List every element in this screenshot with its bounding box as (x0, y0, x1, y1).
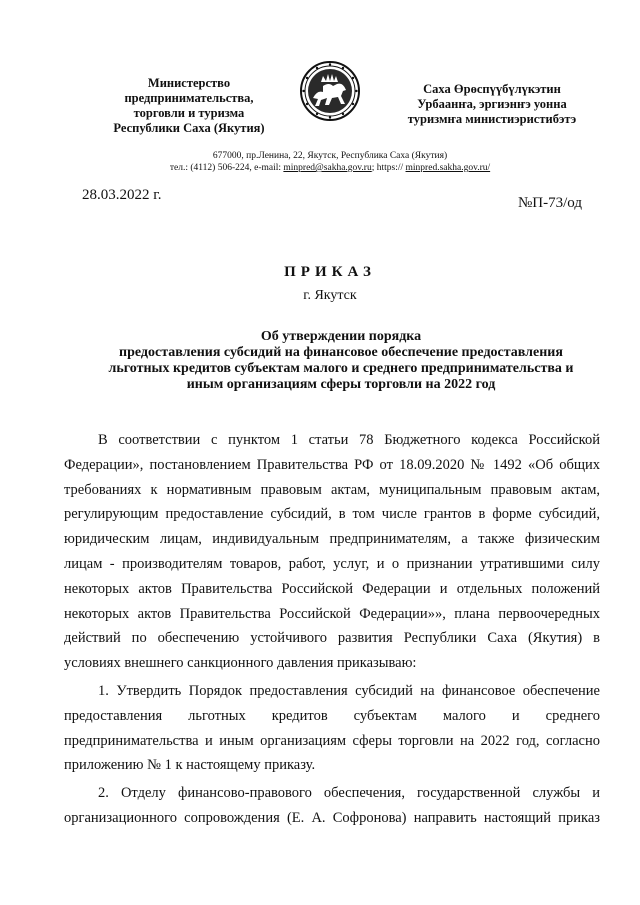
address-line: 677000, пр.Ленина, 22, Якутск, Республика Саха (Якутия) (212, 151, 448, 161)
paragraph-item-1 (64, 679, 600, 778)
text-line: условиях внешнего санкционного давления приказываю: (64, 655, 417, 672)
text-line: предпринимательства и иным организациям сферы торговли на 2022 год, согласно (64, 732, 600, 749)
text-line: регулирующим предоставление субсидий, в том числе грантов в форме субсидий, (64, 506, 600, 523)
ministry-name-russian (100, 76, 278, 136)
subject-line: предоставления субсидий на финансовое обеспечение предоставления (119, 345, 563, 360)
paragraph-item-2 (64, 781, 600, 831)
contacts-block (60, 150, 600, 174)
text-line: предоставления льготных кредитов субъектам малого и среднего (64, 707, 600, 724)
email-link[interactable]: minpred@sakha.gov.ru (283, 163, 372, 173)
document-date: 28.03.2022 г. (82, 187, 162, 203)
text-line: действий по обеспечению устойчивого развития Республики Саха (Якутия) в (64, 630, 600, 647)
website-link[interactable]: minpred.sakha.gov.ru/ (405, 163, 491, 173)
text-line: Федерации», постановлением Правительства РФ от 18.09.2020 № 1492 «Об общих (64, 456, 600, 473)
text-line: лицам - производителям товаров, работ, услуг, и о признании утратившими силу (64, 555, 600, 572)
text-line: некоторых актов Правительства Российской Федерации»», плана первоочередных (64, 605, 600, 622)
text-line: требованиях к нормативным правовым актам, муниципальным правовым актам, (64, 481, 600, 498)
text-line: организационного сопровождения (Е. А. Софронова) направить настоящий приказ (64, 809, 600, 826)
document-number: №П-73/од (517, 195, 582, 211)
phone-text: тел.: (4112) 506-224, e-mail: (169, 163, 284, 173)
text-line: В соответствии с пунктом 1 статьи 78 Бюджетного кодекса Российской (98, 432, 600, 448)
site-prefix: ; https:// (371, 163, 406, 173)
subject-line: Об утверждении порядка (260, 329, 422, 344)
subject-line: иным организациям сферы торговли на 2022 год (186, 377, 496, 392)
text-line: юридическим лицам, индивидуальным предпринимателям, а также физическим (64, 531, 600, 548)
header-left-line: торговли и туризма (133, 106, 245, 120)
text-line: 2. Отделу финансово-правового обеспечения, государственной службы и (98, 785, 600, 802)
paragraph-preamble (64, 428, 600, 676)
ministry-name-yakut (392, 82, 592, 127)
header-right-line: Урбаанҥа, эргиэнҥэ уонна (417, 97, 567, 111)
subject-line: льготных кредитов субъектам малого и среднего предпринимательства и (108, 361, 574, 376)
document-city: г. Якутск (303, 288, 357, 303)
contacts-line (60, 162, 600, 174)
text-line: 1. Утвердить Порядок предоставления субсидий на финансовое обеспечение (98, 682, 600, 699)
sakha-coat-of-arms-icon (299, 60, 361, 122)
text-line: приложению № 1 к настоящему приказу. (64, 757, 316, 774)
document-body (64, 428, 600, 831)
document-title: ПРИКАЗ (284, 264, 376, 280)
header-right-line: Саха Өрөспүүбүлүкэтин (423, 82, 561, 96)
header-left-line: предпринимательства, (124, 91, 254, 105)
document-subject (60, 329, 622, 393)
header-left-line: Министерство (147, 76, 231, 90)
header-right-line: туризмҥа министиэристибэтэ (407, 112, 577, 126)
text-line: некоторых актов Правительства Российской Федерации и отдельных положений (64, 580, 600, 597)
header-left-line: Республики Саха (Якутия) (113, 121, 265, 135)
